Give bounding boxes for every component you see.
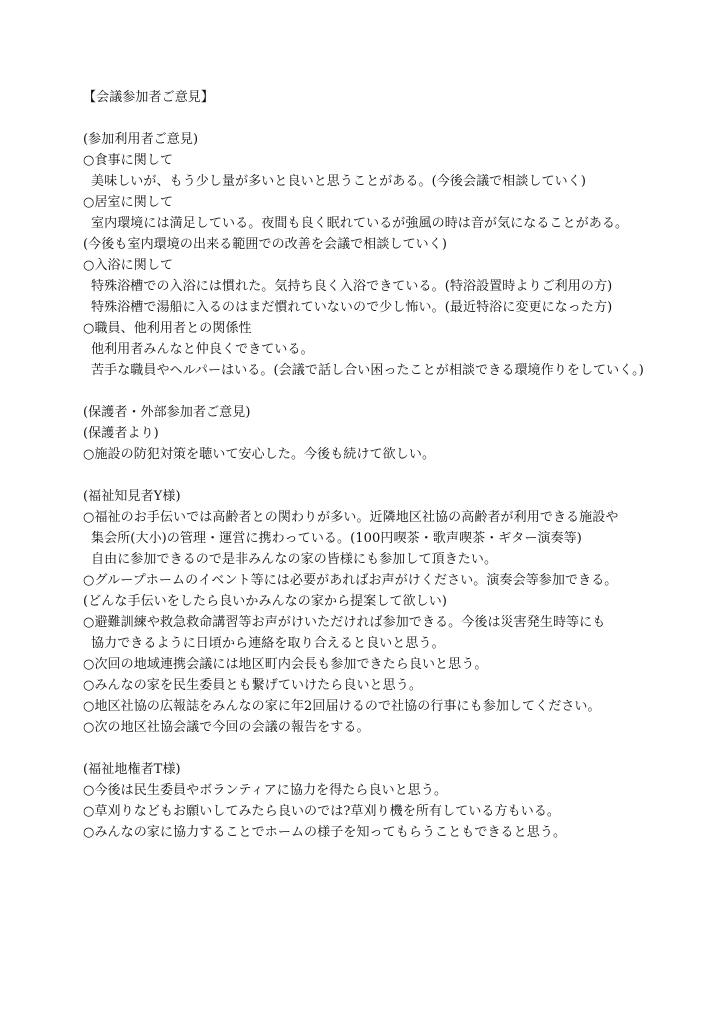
bullet-item: ○福祉のお手伝いでは高齢者との関わりが多い。近隣地区社協の高齢者が利用できる施設や [83, 510, 619, 525]
section-participants [83, 129, 683, 381]
section-welfare-t [83, 759, 683, 843]
text-line: 集会所(大小)の管理・運営に携わっている。(100円喫茶・歌声喫茶・ギター演奏等) [91, 531, 582, 546]
bullet-item: ○食事に関して [83, 153, 174, 168]
bullet-item: ○今後は民生委員やボランティアに協力を得たら良いと思う。 [83, 783, 448, 798]
text-line: 苦手な職員やヘルパーはいる。(会議で話し合い困ったことが相談できる環境作りをしていく。) [91, 363, 644, 378]
text-line: (どんな手伝いをしたら良いかみんなの家から提案して欲しい) [83, 594, 448, 609]
section-welfare-y [83, 486, 683, 738]
bullet-item: ○地区社協の広報誌をみんなの家に年2回届けるので社協の行事にも参加してください。 [83, 699, 601, 714]
bullet-item: ○職員、他利用者との関係性 [83, 321, 252, 336]
document-body [83, 87, 683, 843]
text-line: 特殊浴槽で湯船に入るのはまだ慣れていないので少し怖い。(最近特浴に変更になった方) [91, 300, 613, 315]
spacer [83, 738, 683, 759]
section-heading: (福祉知見者Y様) [83, 489, 181, 504]
bullet-item: ○次の地区社協会議で今回の会議の報告をする。 [83, 720, 370, 735]
bullet-item: ○次回の地域連携会議には地区町内会長も参加できたら良いと思う。 [83, 657, 488, 672]
text-line: (保護者より) [83, 426, 159, 441]
bullet-item: ○草刈りなどもお願いしてみたら良いのでは?草刈り機を所有している方もいる。 [83, 804, 561, 819]
bullet-item: ○施設の防犯対策を聴いて安心した。今後も続けて欲しい。 [83, 447, 436, 462]
section-guardians [83, 402, 683, 465]
text-line: 室内環境には満足している。夜間も良く眠れているが強風の時は音が気になることがある。 [91, 216, 629, 231]
spacer [83, 108, 683, 129]
bullet-item: ○グループホームのイベント等には必要があればお声がけください。演奏会等参加できる。 [83, 573, 618, 588]
bullet-item: ○みんなの家を民生委員とも繋げていけたら良いと思う。 [83, 678, 422, 693]
text-line: (今後も室内環境の出来る範囲での改善を会議で相談していく) [83, 237, 448, 252]
spacer [83, 381, 683, 402]
document-title: 【会議参加者ご意見】 [83, 90, 215, 105]
text-line: 特殊浴槽での入浴には慣れた。気持ち良く入浴できている。(特浴設置時よりご利用の方) [91, 279, 613, 294]
text-line: 他利用者みんなと仲良くできている。 [91, 342, 314, 357]
spacer [83, 465, 683, 486]
bullet-item: ○入浴に関して [83, 258, 174, 273]
text-line: 美味しいが、もう少し量が多いと良いと思うことがある。(今後会議で相談していく) [91, 174, 587, 189]
bullet-item: ○みんなの家に協力することでホームの様子を知ってもらうこともできると思う。 [83, 825, 567, 840]
section-heading: (保護者・外部参加者ご意見) [83, 405, 251, 420]
text-line: 協力できるように日頃から連絡を取り合えると良いと思う。 [91, 636, 445, 651]
text-line: 自由に参加できるので是非みんなの家の皆様にも参加して頂きたい。 [91, 552, 498, 567]
section-heading: (参加利用者ご意見) [83, 132, 199, 147]
section-heading: (福祉地権者T様) [83, 762, 181, 777]
bullet-item: ○居室に関して [83, 195, 174, 210]
bullet-item: ○避難訓練や救急救命講習等お声がけいただければ参加できる。今後は災害発生時等にも [83, 615, 606, 630]
